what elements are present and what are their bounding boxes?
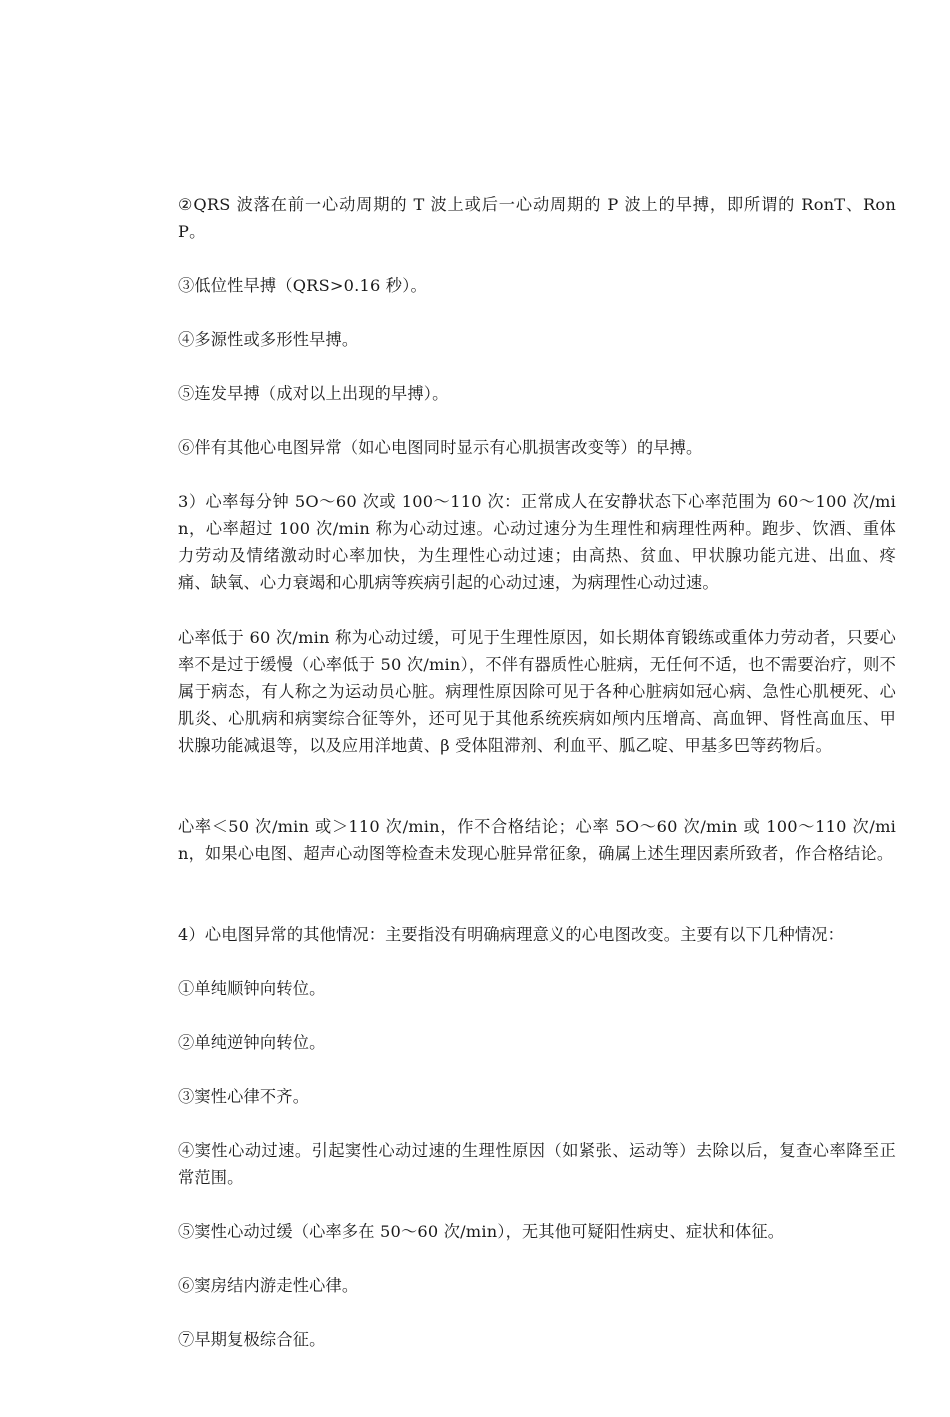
list-item-early-repolarization: ⑦早期复极综合征。: [178, 1330, 326, 1349]
list-item-sinus-tachycardia: ④窦性心动过速。引起窦性心动过速的生理性原因（如紧张、运动等）去除以后，复查心率降至正常范围。: [178, 1141, 896, 1187]
list-item-clockwise-rotation: ①单纯顺钟向转位。: [178, 979, 326, 998]
paragraph-low-position-premature-beat: ③低位性早搏（QRS>0.16 秒）。: [178, 276, 427, 295]
paragraph-consecutive-premature-beat: ⑤连发早搏（成对以上出现的早搏）。: [178, 384, 449, 403]
paragraph-heart-rate-tachycardia: 3）心率每分钟 5O～60 次或 100～110 次：正常成人在安静状态下心率范围为 60～100 次/min，心率超过 100 次/min 称为心动过速。心动过速分为生理性和病理性两种。跑步、饮酒、重体力劳动及情绪激动时心率加快，为生理性心动过速；由高热、贫血、甲状腺功能亢进、出血、疼痛、缺氧、心力衰竭和心肌病等疾病引起的心动过速，为病理性心动过速。: [178, 492, 896, 592]
paragraph-premature-beat-with-abnormal-ecg: ⑥伴有其他心电图异常（如心电图同时显示有心肌损害改变等）的早搏。: [178, 438, 703, 457]
paragraph-heart-rate-conclusion: 心率＜50 次/min 或＞110 次/min，作不合格结论；心率 5O～60 次/min 或 100～110 次/min，如果心电图、超声心动图等检查未发现心脏异常征象，确属上述生理因素所致者，作合格结论。: [178, 817, 896, 863]
paragraph-premature-beat-ront: ②QRS 波落在前一心动周期的 T 波上或后一心动周期的 P 波上的早搏，即所谓的 RonT、RonP。: [178, 195, 896, 241]
list-item-sinus-bradycardia: ⑤窦性心动过缓（心率多在 50～60 次/min），无其他可疑阳性病史、症状和体征。: [178, 1222, 785, 1241]
paragraph-other-ecg-abnormalities: 4）心电图异常的其他情况：主要指没有明确病理意义的心电图改变。主要有以下几种情况：: [178, 925, 844, 944]
paragraph-multifocal-premature-beat: ④多源性或多形性早搏。: [178, 330, 359, 349]
list-item-wandering-pacemaker: ⑥窦房结内游走性心律。: [178, 1276, 359, 1295]
paragraph-bradycardia: 心率低于 60 次/min 称为心动过缓，可见于生理性原因，如长期体育锻练或重体力劳动者，只要心率不是过于缓慢（心率低于 50 次/min），不伴有器质性心脏病，无任何不适，也不需要治疗，则不属于病态，有人称之为运动员心脏。病理性原因除可见于各种心脏病如冠心病、急性心肌梗死、心肌炎、心肌病和病窦综合征等外，还可见于其他系统疾病如颅内压增高、高血钾、肾性高血压、甲状腺功能减退等，以及应用洋地黄、β 受体阻滞剂、利血平、胍乙啶、甲基多巴等药物后。: [178, 628, 896, 755]
list-item-sinus-arrhythmia: ③窦性心律不齐。: [178, 1087, 310, 1106]
list-item-counterclockwise-rotation: ②单纯逆钟向转位。: [178, 1033, 326, 1052]
